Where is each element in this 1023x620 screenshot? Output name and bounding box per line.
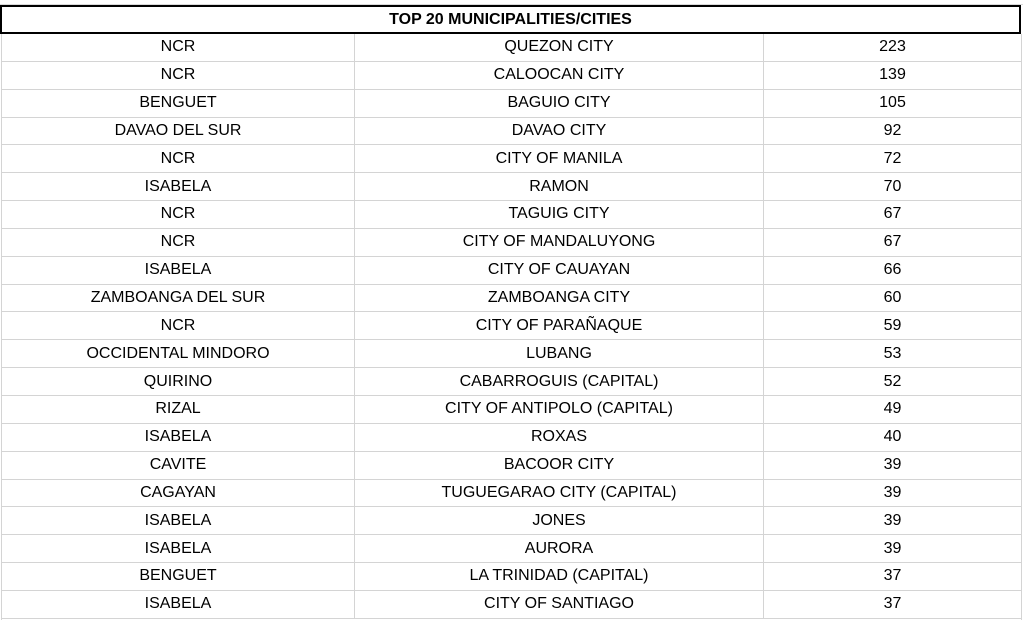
count-cell[interactable]: 105 (879, 94, 906, 112)
table-row (2, 563, 1021, 591)
city-cell[interactable]: ROXAS (355, 424, 764, 451)
province-cell[interactable]: NCR (2, 312, 355, 339)
city-cell[interactable]: LA TRINIDAD (CAPITAL) (355, 563, 764, 590)
table-row (2, 424, 1021, 452)
table-row (2, 173, 1021, 201)
table-row (2, 62, 1021, 90)
city-cell[interactable]: BACOOR CITY (355, 452, 764, 479)
city-cell[interactable]: AURORA (355, 535, 764, 562)
city-cell[interactable]: DAVAO CITY (355, 118, 764, 145)
province-cell[interactable]: QUIRINO (2, 368, 355, 395)
count-cell[interactable]: 49 (883, 400, 902, 418)
province-cell[interactable]: ISABELA (2, 257, 355, 284)
count-cell[interactable]: 67 (883, 233, 902, 251)
table-row (2, 368, 1021, 396)
count-cell[interactable]: 39 (883, 511, 902, 529)
city-cell[interactable]: ZAMBOANGA CITY (355, 285, 764, 312)
table-row (2, 90, 1021, 118)
table-title[interactable]: TOP 20 MUNICIPALITIES/CITIES (0, 5, 1021, 34)
city-cell[interactable]: BAGUIO CITY (355, 90, 764, 117)
count-cell[interactable]: 66 (883, 261, 902, 279)
table-row (2, 340, 1021, 368)
table-row (2, 229, 1021, 257)
city-cell[interactable]: QUEZON CITY (355, 34, 764, 61)
city-cell[interactable]: CITY OF SANTIAGO (355, 591, 764, 618)
table-row (2, 312, 1021, 340)
province-cell[interactable]: BENGUET (2, 563, 355, 590)
data-grid (2, 34, 1021, 619)
table-row (2, 118, 1021, 146)
table-row (2, 285, 1021, 313)
city-cell[interactable]: CALOOCAN CITY (355, 62, 764, 89)
count-cell[interactable]: 60 (883, 289, 902, 307)
province-cell[interactable]: ISABELA (2, 507, 355, 534)
city-cell[interactable]: RAMON (355, 173, 764, 200)
table-row (2, 145, 1021, 173)
table-row (2, 257, 1021, 285)
count-cell[interactable]: 40 (883, 428, 902, 446)
table-row (2, 452, 1021, 480)
count-cell[interactable]: 59 (883, 316, 902, 334)
province-cell[interactable]: ISABELA (2, 424, 355, 451)
count-cell[interactable]: 223 (879, 38, 906, 56)
count-cell[interactable]: 39 (883, 456, 902, 474)
table-row (2, 507, 1021, 535)
city-cell[interactable]: CABARROGUIS (CAPITAL) (355, 368, 764, 395)
table-row (2, 201, 1021, 229)
city-cell[interactable]: CITY OF ANTIPOLO (CAPITAL) (355, 396, 764, 423)
province-cell[interactable]: CAGAYAN (2, 480, 355, 507)
province-cell[interactable]: NCR (2, 145, 355, 172)
province-cell[interactable]: ISABELA (2, 591, 355, 618)
count-cell[interactable]: 67 (883, 205, 902, 223)
count-cell[interactable]: 72 (883, 149, 902, 167)
province-cell[interactable]: NCR (2, 34, 355, 61)
table-row (2, 34, 1021, 62)
city-cell[interactable]: LUBANG (355, 340, 764, 367)
count-cell[interactable]: 70 (883, 177, 902, 195)
province-cell[interactable]: NCR (2, 62, 355, 89)
province-cell[interactable]: OCCIDENTAL MINDORO (2, 340, 355, 367)
count-cell[interactable]: 52 (883, 372, 902, 390)
province-cell[interactable]: BENGUET (2, 90, 355, 117)
count-cell[interactable]: 39 (883, 539, 902, 557)
city-cell[interactable]: TUGUEGARAO CITY (CAPITAL) (355, 480, 764, 507)
province-cell[interactable]: CAVITE (2, 452, 355, 479)
count-cell[interactable]: 139 (879, 66, 906, 84)
table-row (2, 396, 1021, 424)
province-cell[interactable]: NCR (2, 201, 355, 228)
table-row (2, 480, 1021, 508)
city-cell[interactable]: TAGUIG CITY (355, 201, 764, 228)
province-cell[interactable]: RIZAL (2, 396, 355, 423)
city-cell[interactable]: CITY OF MANILA (355, 145, 764, 172)
table-row (2, 535, 1021, 563)
count-cell[interactable]: 39 (883, 483, 902, 501)
province-cell[interactable]: DAVAO DEL SUR (2, 118, 355, 145)
province-cell[interactable]: ISABELA (2, 173, 355, 200)
count-cell[interactable]: 37 (883, 567, 902, 585)
count-cell[interactable]: 37 (883, 595, 902, 613)
city-cell[interactable]: JONES (355, 507, 764, 534)
count-cell[interactable]: 53 (883, 344, 902, 362)
count-cell[interactable]: 92 (883, 121, 902, 139)
city-cell[interactable]: CITY OF CAUAYAN (355, 257, 764, 284)
province-cell[interactable]: ISABELA (2, 535, 355, 562)
city-cell[interactable]: CITY OF MANDALUYONG (355, 229, 764, 256)
table-row (2, 591, 1021, 619)
city-cell[interactable]: CITY OF PARAÑAQUE (355, 312, 764, 339)
province-cell[interactable]: NCR (2, 229, 355, 256)
province-cell[interactable]: ZAMBOANGA DEL SUR (2, 285, 355, 312)
